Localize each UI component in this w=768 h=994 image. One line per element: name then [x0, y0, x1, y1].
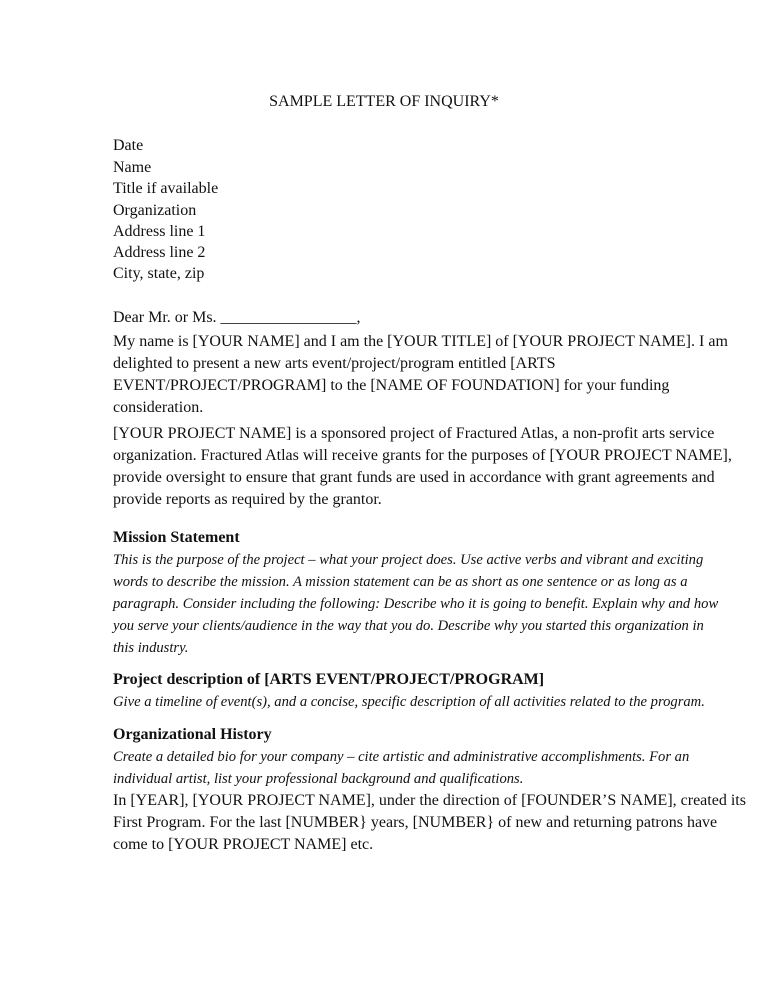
mission-line: you serve your clients/audience in the way that you do. Describe why you started this organization in — [113, 618, 704, 634]
paragraph-line: provide reports as required by the grantor. — [113, 491, 382, 508]
history-line: come to [YOUR PROJECT NAME] etc. — [113, 836, 374, 853]
address-line: Address line 2 — [113, 244, 206, 261]
paragraph-line: delighted to present a new arts event/project/program entitled [ARTS — [113, 355, 556, 372]
paragraph-line: My name is [YOUR NAME] and I am the [YOUR TITLE] of [YOUR PROJECT NAME]. I am — [113, 333, 728, 350]
paragraph-line: organization. Fractured Atlas will receive grants for the purposes of [YOUR PROJECT NAME], — [113, 447, 732, 464]
mission-line: This is the purpose of the project – what your project does. Use active verbs and vibrant and exciting — [113, 552, 704, 568]
history-line: First Program. For the last [NUMBER} years, [NUMBER} of new and returning patrons have — [113, 814, 718, 831]
address-line: Address line 1 — [113, 223, 206, 240]
salutation: Dear Mr. or Ms. _________________, — [113, 309, 361, 326]
address-line: Organization — [113, 202, 197, 219]
address-line: Title if available — [113, 180, 219, 197]
paragraph-line: [YOUR PROJECT NAME] is a sponsored project of Fractured Atlas, a non-profit arts service — [113, 425, 715, 442]
project-description-heading: Project description of [ARTS EVENT/PROJECT/PROGRAM] — [113, 671, 545, 688]
history-heading: Organizational History — [113, 726, 272, 743]
paragraph-line: provide oversight to ensure that grant funds are used in accordance with grant agreements and — [113, 469, 715, 486]
history-italic-line: individual artist, list your professional background and qualifications. — [113, 771, 524, 787]
history-line: In [YEAR], [YOUR PROJECT NAME], under the direction of [FOUNDER’S NAME], created its — [113, 792, 746, 809]
paragraph-line: consideration. — [113, 399, 204, 416]
letter-title: SAMPLE LETTER OF INQUIRY* — [269, 93, 499, 110]
address-line: City, state, zip — [113, 265, 205, 282]
history-italic-line: Create a detailed bio for your company – cite artistic and administrative accomplishments. For an — [113, 749, 690, 765]
date-line: Date — [113, 137, 144, 154]
mission-line: this industry. — [113, 640, 189, 656]
project-description-line: Give a timeline of event(s), and a concise, specific description of all activities related to the program. — [113, 694, 705, 710]
mission-line: paragraph. Consider including the following: Describe who it is going to benefit. Explain why and how — [113, 596, 719, 612]
paragraph-line: EVENT/PROJECT/PROGRAM] to the [NAME OF FOUNDATION] for your funding — [113, 377, 670, 394]
address-line: Name — [113, 159, 152, 176]
mission-heading: Mission Statement — [113, 529, 240, 546]
mission-line: words to describe the mission. A mission statement can be as short as one sentence or as long as a — [113, 574, 688, 590]
